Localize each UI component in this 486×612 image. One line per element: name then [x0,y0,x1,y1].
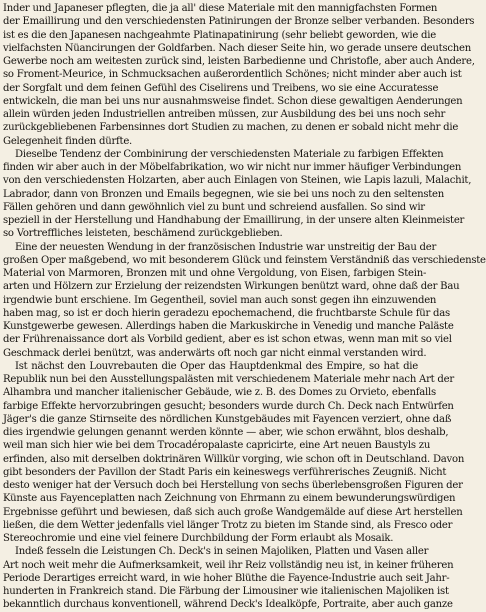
text-line: Eine der neuesten Wendung in der französischen Industrie war unstreitig der Bau der [15,241,437,253]
text-line: Kunstgewerbe gewesen. Allerdings haben die Markuskirche in Venedig und manche Paläste [3,321,454,332]
text-line: Geschmack derlei benützt, was anderwärts oft noch gar nicht einmal verstanden wird. [3,347,427,359]
text-line: so Vortreffliches leisteten, beschämend zurückgeblieben. [3,228,283,240]
text-line: hunderten in Frankreich stand. Die Färbung der Limousiner wie italienischen Majoliken ist [3,586,449,597]
text-line: der Frührenaissance dort als Vorbild gedient, aber es ist schon etwas, wenn man mit so viel [3,334,452,346]
text-line: allein würden jeden Industriellen antreiben müssen, zur Ausbildung des bei uns noch sehr [3,109,446,120]
text-line: Dieselbe Tendenz der Combinirung der verschiedensten Materiale zu farbigen Effekten [15,148,444,160]
text-line: zurückgebliebenen Farbensinnes dort Studien zu machen, zu denen er sobald nicht mehr die [3,122,459,134]
text-line: Ergebnisse geführt und bewiesen, daß sich auch große Wandgemälde auf diese Art herstellen [3,506,463,518]
text-line: irgendwie bunt erschiene. Im Gegentheil, soviel man auch sonst gegen ihn einzuwenden [3,294,437,306]
text-line: Gelegenheit finden dürfte. [3,135,133,147]
text-line: farbige Effekte hervorzubringen gesucht; besonders wurde durch Ch. Deck nach Entwürfen [3,400,454,412]
text-line: erfinden, also mit derselben doktrinären Willkür vorging, wie schon oft in Deutschland. Davon [3,453,465,465]
text-line: Gewerbe noch am weitesten zurück sind, leisten Barbedienne und Christofle, aber auch Andere, [3,56,475,67]
text-line: arten und Hölzern zur Erzielung der reizendsten Wirkungen benützt ward, ohne daß der Bau [3,281,460,293]
text-line: Indeß fesseln die Leistungen Ch. Deck's in seinen Majoliken, Platten und Vasen aller [15,546,429,558]
text-line: finden wir aber auch in der Möbelfabrikation, wo wir nicht nur immer häufiger Verbindungen [3,162,462,173]
text-line: Fällen gehören und dann gewöhnlich viel zu bunt und schreiend ausfallen. So sind wir [3,201,425,213]
text-line: Jäger's die ganze Stirnseite des nördlichen Kunstgebäudes mit Fayencen verziert, ohne daß [3,413,452,425]
text-body [3,2,486,612]
text-line: von den verschiedensten Holzarten, aber auch Einlagen von Steinen, wie Lapis lazuli, Malachit, [3,175,472,187]
text-line: desto weniger hat der Versuch doch bei Herstellung von sechs überlebensgroßen Figuren der [3,480,463,491]
text-line: so Froment-Meurice, in Schmucksachen außerordentlich Schönes; nicht minder aber auch ist [3,69,462,81]
text-line: Art noch weit mehr die Aufmerksamkeit, weil ihr Reiz vollständig neu ist, in keiner früheren [3,559,454,571]
text-line: Ist nächst den Louvrebauten die Oper das Hauptdenkmal des Empire, so hat die [15,360,418,372]
text-line: Künste aus Fayenceplatten nach Zeichnung von Ehrmann zu einem bewunderungswürdigen [3,493,456,505]
text-line: Material von Marmoren, Bronzen mit und ohne Vergoldung, von Eisen, farbigen Stein- [3,268,427,279]
text-line: speziell in der Herstellung und Handhabung der Emaillirung, in der unsere alten Kleinmeister [3,215,465,226]
text-line: Alhambra und mancher italienischer Gebäude, wie z. B. des Domes zu Orvieto, ebenfalls [3,387,436,399]
text-line: der Sorgfalt und dem feinen Gefühl des Ciselirens und Treibens, wo sie eine Accuratesse [3,82,439,94]
text-line: weil man sich hier wie bei dem Trocadéropalaste capricirte, eine Art neuen Baustyls zu [3,440,431,452]
text-line: vielfachsten Nüancirungen der Goldfarben. Nach dieser Seite hin, wo gerade unsere deutschen [3,42,472,54]
text-line: ist es die den Japanesen nachgeahmte Platinapatinirung (sehr beliebt geworden, wie die [3,29,436,41]
text-line: bekanntlich durchaus konventionell, während Deck's Idealköpfe, Portraite, aber auch ganze [3,599,453,611]
text-line: ließen, die dem Wetter jedenfalls viel länger Trotz zu bieten im Stande sind, als Fresco oder [3,519,453,531]
text-line: Inder und Japaneser pflegten, die ja all' diese Materiale mit den mannigfachsten Formen [3,3,438,14]
text-line: Republik nun bei den Ausstellungspalästen mit verschiedenem Materiale mehr nach Art der [3,374,454,385]
text-line: Stereochromie und eine viel feinere Durchbildung der Form erlaubt als Mosaik. [3,533,394,544]
text-line: Labrador, dann von Bronzen und Emails begegnen, wie sie bei uns noch zu den seltensten [3,188,445,200]
text-line: gibt besonders der Pavillon der Stadt Paris ein keineswegs verführerisches Zeugniß. Nicht [3,466,447,478]
text-line: entwickeln, die man bei uns nur ausnahmsweise findet. Schon diese gewaltigen Aenderungen [3,95,463,107]
text-line: dies irgendwie gelungen genannt werden könnte — aber, wie schon erwähnt, blos deshalb, [3,427,449,438]
text-line: der Emaillirung und den verschiedensten Patinirungen der Bronze selber verbanden. Besonders [3,16,475,28]
text-line: Periode Derartiges erreicht ward, in wie hoher Blüthe die Fayence-Industrie auch seit Jahr- [3,572,450,584]
text-line: haben mag, so ist er doch hierin geradezu epochemachend, die fruchtbarste Schule für das [3,307,450,319]
text-line: großen Oper maßgebend, wo mit besonderem Glück und feinstem Verständniß das verschiedenste [3,254,486,266]
